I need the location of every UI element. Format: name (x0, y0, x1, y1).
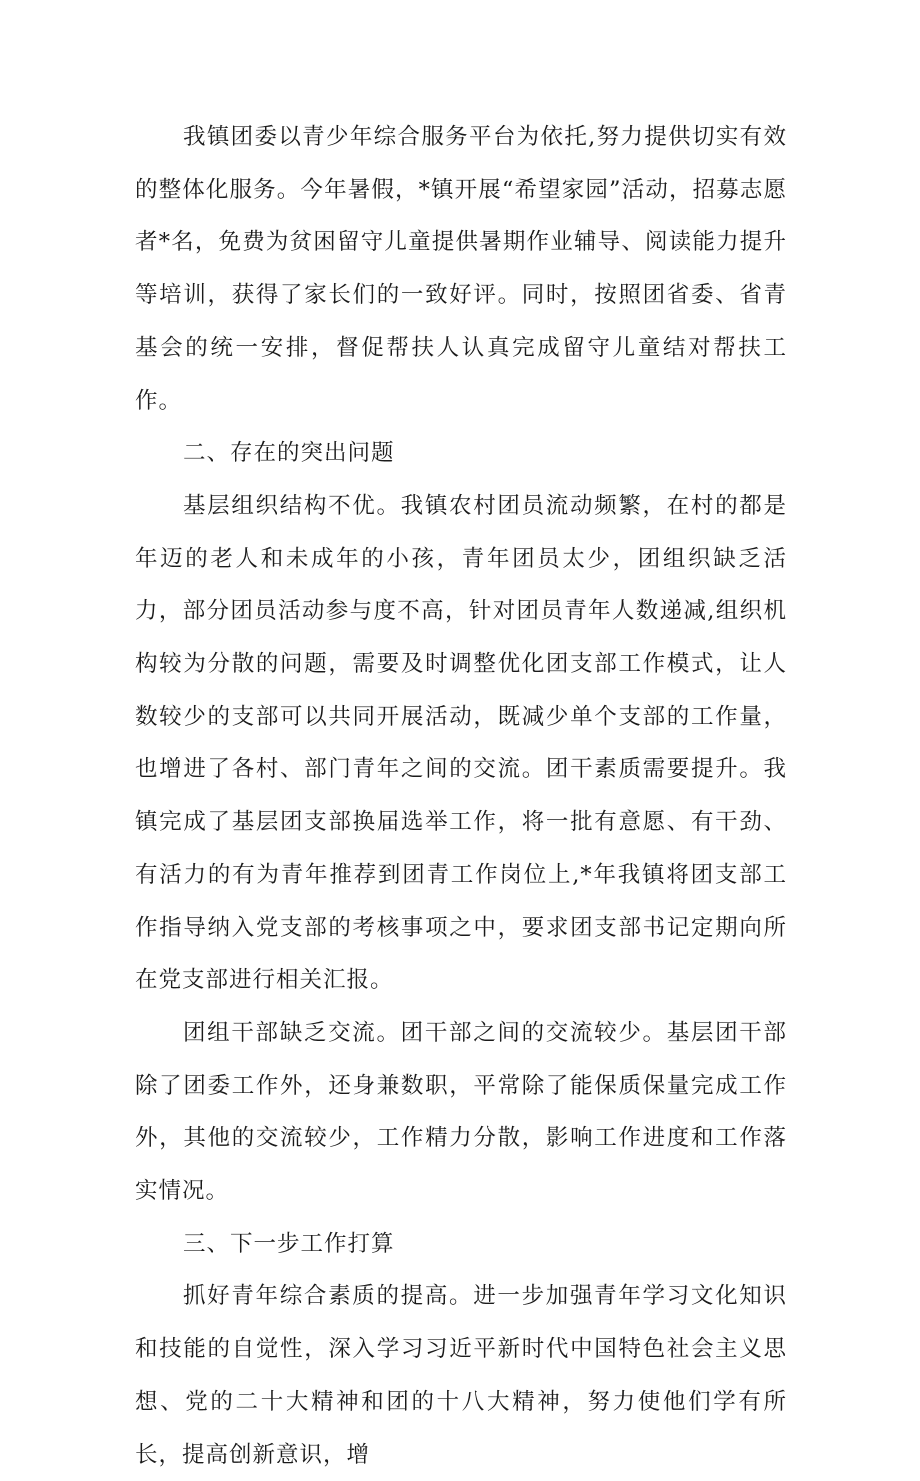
paragraph-quality: 抓好青年综合素质的提高。进一步加强青年学习文化知识和技能的自觉性，深入学习习近平新时代中国特色社会主义思想、党的二十大精神和团的十八大精神，努力使他们学有所长，提高创新意识，增 (135, 1283, 787, 1468)
section-heading-next-steps: 三、下一步工作打算 (183, 1230, 395, 1257)
paragraph-service: 我镇团委以青少年综合服务平台为依托,努力提供切实有效的整体化服务。今年暑假，*镇开展“希望家园”活动，招募志愿者*名，免费为贫困留守儿童提供暑期作业辅导、阅读能力提升等培训，获得了家长们的一致好评。同时，按照团省委、省青基会的统一安排，督促帮扶人认真完成留守儿童结对帮扶工作。 (135, 124, 787, 414)
paragraph-organization: 基层组织结构不优。我镇农村团员流动频繁，在村的都是年迈的老人和未成年的小孩，青年团员太少，团组织缺乏活力，部分团员活动参与度不高，针对团员青年人数递减,组织机构较为分散的问题，需要及时调整优化团支部工作模式，让人数较少的支部可以共同开展活动，既减少单个支部的工作量，也增进了各村、部门青年之间的交流。团干素质需要提升。我镇完成了基层团支部换届选举工作，将一批有意愿、有干劲、有活力的有为青年推荐到团青工作岗位上,*年我镇将团支部工作指导纳入党支部的考核事项之中，要求团支部书记定期向所在党支部进行相关汇报。 (135, 492, 787, 994)
document-body (135, 111, 787, 1481)
paragraph-communication: 团组干部缺乏交流。团干部之间的交流较少。基层团干部除了团委工作外，还身兼数职，平常除了能保质保量完成工作外，其他的交流较少，工作精力分散，影响工作进度和工作落实情况。 (135, 1019, 787, 1205)
section-heading-problems: 二、存在的突出问题 (183, 440, 395, 467)
